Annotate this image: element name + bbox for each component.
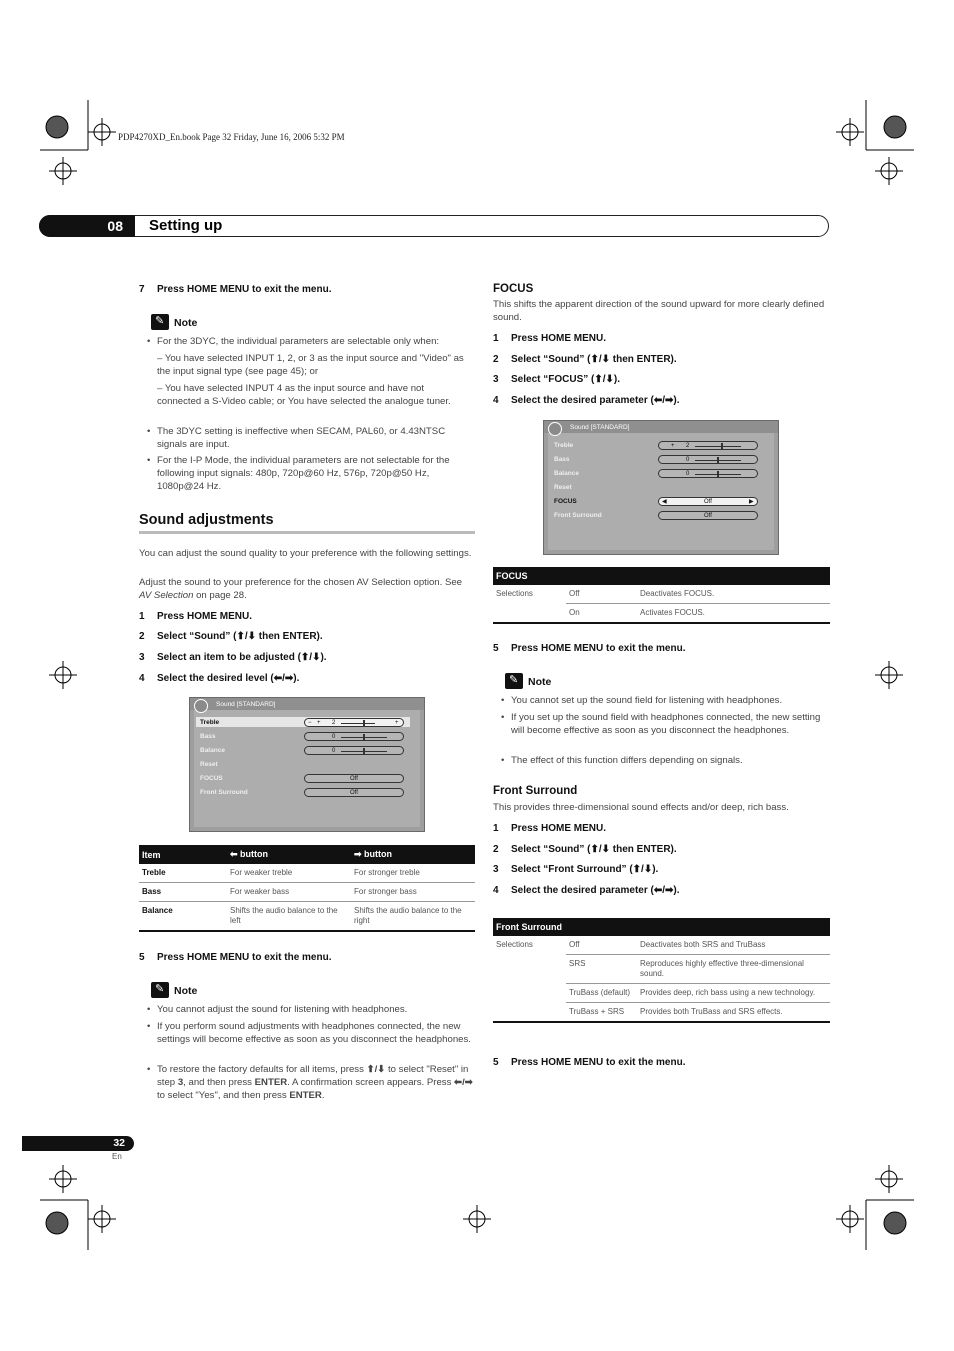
focus-table [493,567,830,624]
step-5: 5 Press HOME MENU to exit the menu. [493,643,686,654]
note-item: • If you perform sound adjustments with headphones connected, the new settings will become effective as soon as you disconnect the headphones. [147,1021,471,1045]
focus-description: This shifts the apparent direction of the sound upward for more clearly defined sound. [493,299,825,323]
osd-title: Sound [STANDARD] [216,701,276,708]
osd-label: Reset [554,484,572,491]
minus-icon: − [308,720,312,726]
step-7 [139,284,331,295]
front-surround-title: Front Surround [493,785,578,797]
table-row: TruBass + SRS Provides both TruBass and SRS effects. [493,1003,830,1023]
step: 2 Select “Sound” (⬆/⬇ then ENTER). [493,844,677,855]
step: 3 Select “Front Surround” (⬆/⬇). [493,864,659,875]
section-rule [139,531,475,534]
table-row: TruBass (default) Provides deep, rich bass using a new technology. [493,984,830,1003]
right-arrow-icon: ▶ [749,499,754,505]
step: 3 Select an item to be adjusted (⬆/⬇). [139,652,327,663]
osd-label: Front Surround [200,789,248,796]
step: 1 Press HOME MENU. [493,333,607,344]
note-title: Note [174,985,198,997]
step: 1 Press HOME MENU. [493,823,607,834]
table-row: Balance Shifts the audio balance to the left Shifts the audio balance to the right [139,902,475,932]
osd-slider: 0 [658,469,758,478]
table-row: Bass For weaker bass For stronger bass [139,883,475,902]
osd-screenshot [189,697,425,832]
osd-label: Treble [200,719,220,726]
note-item: • The 3DYC setting is ineffective when SECAM, PAL60, or 4.43NTSC signals are input. [147,426,446,450]
note-item: • For the I-P Mode, the individual parameters are not selectable for the following input signals: 480p, 720p@60 Hz, 576p, 720p@50 Hz, 1080p@24 Hz. [147,455,450,492]
osd-label: Bass [554,456,570,463]
note-icon [505,673,523,689]
osd-label: Treble [554,442,574,449]
note-item: • The effect of this function differs depending on signals. [501,755,743,766]
step: 2 Select “Sound” (⬆/⬇ then ENTER). [493,354,677,365]
disc-icon [548,422,562,436]
osd-slider: 0 [304,746,404,755]
step-5: 5 Press HOME MENU to exit the menu. [493,1057,686,1068]
table-header: Item [139,845,227,864]
osd-slider: + 2 [658,441,758,450]
osd-option: Off [304,788,404,797]
osd-option-selected: ◀ Off ▶ [658,497,758,506]
note-title: Note [174,317,198,329]
intro-text-2: Adjust the sound to your preference for the chosen AV Selection option. See AV Selection on page 28. [139,577,463,601]
front-surround-description: This provides three-dimensional sound effects and/or deep, rich bass. [493,802,789,813]
osd-label: Front Surround [554,512,602,519]
note-item: • For the 3DYC, the individual parameters are selectable only when: [147,336,440,347]
step-text: Press HOME MENU to exit the menu. [157,284,332,295]
table-header: Front Surround [493,918,830,936]
table-row: Selections Off Deactivates FOCUS. [493,585,830,604]
note-item: • You cannot adjust the sound for listening with headphones. [147,1004,408,1015]
table-row: Treble For weaker treble For stronger treble [139,864,475,883]
page-number: 32 [22,1136,134,1151]
file-header: PDP4270XD_En.book Page 32 Friday, June 16, 2006 5:32 PM [118,132,345,142]
table-row: SRS Reproduces highly effective three-dimensional sound. [493,955,830,984]
step: 1 Press HOME MENU. [139,611,253,622]
front-surround-table [493,918,830,1023]
step: 2 Select “Sound” (⬆/⬇ then ENTER). [139,631,323,642]
focus-title: FOCUS [493,283,534,295]
step: 3 Select “FOCUS” (⬆/⬇). [493,374,620,385]
left-arrow-icon: ◀ [662,499,667,505]
step-5: 5 Press HOME MENU to exit the menu. [139,952,332,963]
chapter-number: 08 [39,215,135,237]
note-item: • If you set up the sound field with headphones connected, the new setting will become effective as soon as you disconnect the headphones. [501,712,821,736]
sound-table [139,845,475,932]
osd-label: FOCUS [200,775,223,782]
table-row: On Activates FOCUS. [493,604,830,624]
note-item: • To restore the factory defaults for all items, press ⬆/⬇ to select "Reset" in step 3, and then press ENTER. A confirmation screen appears. Press ⬅/➡ to select "Yes", and then press ENTER. [147,1064,473,1101]
step: 4 Select the desired parameter (⬅/➡). [493,885,680,896]
note-subitem: – You have selected INPUT 1, 2, or 3 as the input source and "Video" as the input signal type (see page 45); or [157,353,464,377]
note-title: Note [528,676,552,688]
step: 4 Select the desired parameter (⬅/➡). [493,395,680,406]
osd-title: Sound [STANDARD] [570,424,630,431]
osd-label: FOCUS [554,498,577,505]
note-icon [151,982,169,998]
osd-screenshot [543,420,779,555]
osd-label: Bass [200,733,216,740]
chapter-title: Setting up [149,217,223,234]
osd-slider: 0 [658,455,758,464]
table-header: FOCUS [493,567,830,585]
intro-text: You can adjust the sound quality to your preference with the following settings. [139,548,472,559]
osd-label: Balance [200,747,225,754]
step-number: 7 [139,284,145,295]
osd-slider: 0 [304,732,404,741]
osd-option: Off [658,511,758,520]
table-row: Selections Off Deactivates both SRS and TruBass [493,936,830,955]
note-item: • You cannot set up the sound field for listening with headphones. [501,695,783,706]
language-code: En [112,1152,122,1161]
step: 4 Select the desired level (⬅/➡). [139,673,300,684]
osd-slider: − + 2 + [304,718,404,727]
table-header: ⬅ button [227,845,351,864]
disc-icon [194,699,208,713]
table-header: ➡ button [351,845,475,864]
plus-icon: + [395,720,399,726]
section-title: Sound adjustments [139,512,274,528]
osd-label: Reset [200,761,218,768]
osd-option: Off [304,774,404,783]
osd-label: Balance [554,470,579,477]
note-subitem: – You have selected INPUT 4 as the input source and have not connected a S-Video cable; or You have selected the analogue tuner. [157,383,451,407]
note-icon [151,314,169,330]
